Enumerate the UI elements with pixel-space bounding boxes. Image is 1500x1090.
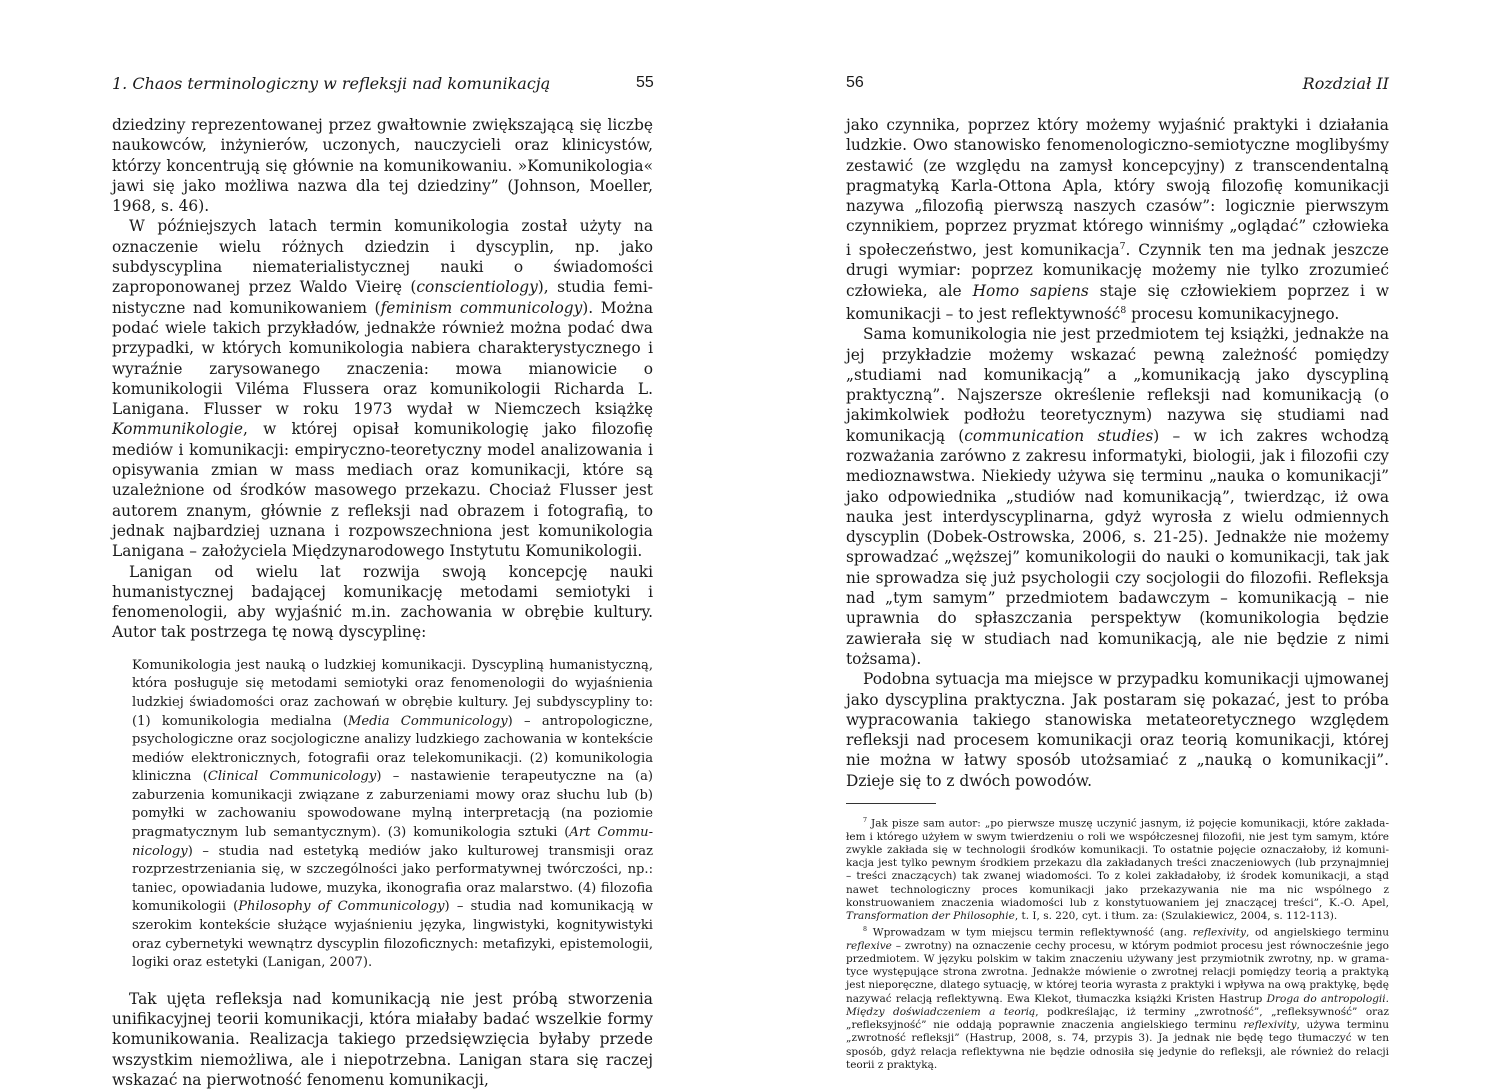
paragraph: Sama komunikologia nie jest przedmiotem tej książki, jednakże na jej przykładzie możemy wskazać pewną zależność pomiędzy „studiami nad komunikacją” a „komunikacją jako dyscypliną praktyczną”. Najszersze określenie refleksji nad komunikacją (o jakimkolwiek podłożu teoretycznym) nazywa się studiami nad komunikacją (communication studies) – w ich zakres wchodzą rozważania zarówno z zakresu informatyki, biologii, jak i filozofii czy medioznawstwa. Niekiedy używa się terminu „nauka o komunikacji” jako odpowiednika „studiów nad komunikacją”, twierdząc, iż owa nauka jest interdyscyplinarna, gdyż wyrosła z wielu odmiennych dyscyplin (Dobek-Ostrowska, 2006, s. 21-25). Jednakże nie możemy sprowadzać „węższej” komunikologii do nauki o komunikacji, tak jak nie sprowadza się już psychologii czy socjologii do filozofii. Refleksja nad „tym samym” przedmiotem badawczym – komunikacją – nie uprawnia do spłaszczania perspektyw (komunikologia będzie zawierała się w studiach nad komunikacją, ale nie będzie z nimi tożsama). [846,325,1389,668]
paragraph: Lanigan od wielu lat rozwija swoją koncepcję nauki humanistycznej badającej komunikację metodami semiotyki i fenomenologii, aby wyjaśnić m.in. zachowania w obrębie kultury. Autor tak postrzega tę nową dyscyplinę: [112,562,653,642]
footnote-ref[interactable]: 7 [1119,240,1126,252]
right-page [750,0,1500,1071]
right-body [846,115,1389,1072]
page-number-right: 56 [846,74,864,91]
footnote-ref[interactable]: 8 [1120,304,1127,316]
left-page [0,0,750,1089]
left-body [112,115,653,1090]
page-number-left: 55 [636,74,654,91]
running-head-left: 1. Chaos terminologiczny w refleksji nad komunikacją [112,74,551,93]
paragraph: Tak ujęta refleksja nad komunikacją nie jest próbą stworzenia unifikacyjnej teorii komunikacji, która miałaby badać wszelkie formy komunikowania. Realizacja takiego przedsięwzięcia byłaby przede wszystkim niemożliwa, ale i niepotrzebna. Lanigan stara się raczej wskazać na pierwotność fenomenu komunikacji, [112,989,653,1089]
block-quote: Komunikologia jest nauką o ludzkiej komunikacji. Dyscypliną humanistyczną, która posługuje się metodami semiotyki oraz fenomenologii do wyjaśnienia ludzkiej świadomości oraz zachowań w obrębie kultury. Jej subdyscypliny to: (1) komunikologia medialna (Media Communicology) – antropologiczne, psychologiczne oraz socjologiczne analizy ludzkiego zachowania w kontekście mediów elektronicznych, fotografii oraz telekomunikacji. (2) komunikologia kliniczna (Clinical Communicology) – nastawienie terapeutyczne na (a) zaburzenia komunikacji związane z zaburzeniami mowy oraz słuchu lub (b) pomyłki w zachowaniu spowodowane mylną interpretacją (na poziomie pragmatycznym lub semantycznym). (3) komunikologia sztuki (Art Communicology) – studia nad estetyką mediów jako kulturowej transmisji oraz rozprzestrzeniania się, w szczególności jako performatywnej twórczości, np.: taniec, opowiadania ludowe, muzyka, ikonografia oraz malarstwo. (4) filozofia komunikologii (Philosophy of Communicology) – studia nad komunikacją w szerokim kontekście służące wyjaśnieniu języka, lingwistyki, kognitywistyki oraz cybernetyki wewnątrz dyscyplin filozoficznych: metafizyki, epistemologii, logiki oraz estetyki (Lanigan, 2007). [132,657,653,971]
running-head-right: Rozdział II [1302,74,1389,93]
paragraph: W późniejszych latach termin komunikologia został użyty na oznaczenie wielu różnych dziedzin i dyscyplin, np. jako subdyscyplina niematerialistycznej nauki o świadomości zaproponowanej przez Waldo Vieirę (conscientiology), studia feministyczne nad komunikowaniem (feminism communicology). Można podać wiele takich przykładów, jednakże również można podać dwa przypadki, w których komunikologia nabiera charakterystycznego i wyraźnie zarysowanego znaczenia: mowa mianowicie o komunikologii Viléma Flussera oraz komunikologii Richarda L. Lanigana. Flusser w roku 1973 wydał w Niemczech książkę Kommunikologie, w której opisał komunikologię jako filozofię mediów i komunikacji: empiryczno-teoretyczny model analizowania i opisywania zmian w mass mediach oraz komunikacji, które są uzależnione od środków masowego przekazu. Chociaż Flusser jest autorem znanym, głównie z refleksji nad obrazem i fotografią, to jednak najbardziej uznana i rozpowszechniona jest komunikologia Lanigana – założyciela Międzynarodowego Instytutu Komunikologii. [112,217,653,561]
footnote-separator [846,803,936,804]
paragraph: dziedziny reprezentowanej przez gwałtownie zwiększającą się liczbę naukowców, inżynierów, uczonych, nauczycieli oraz klinicystów, którzy koncentrują się głównie na komunikowaniu. »Komunikologia« jawi się jako możliwa nazwa dla tej dziedziny” (Johnson, Moeller, 1968, s. 46). [112,116,653,216]
footnote-7: $^7$ Jak pisze sam autor: „po pierwsze muszę uczynić jasnym, iż pojęcie komunikacji, które zakładałem i którego użyłem w swym twierdzeniu o roli we współczesnej filozofii, nie jest tym samym, które zwykle zakłada się w technologii środków komunikacji. To ostatnie pojęcie oznaczałoby, iż komunikacja jest tylko pewnym środkiem przekazu dla zakładanych treści znaczeniowych (lub przynajmniej – treści znaczących) tak zwanej wiadomości. To z kolei zakładałoby, iż środek komunikacji, a stąd nawet technologiczny proces komunikacji jako przekazywania nie ma nic wspólnego z konstruowaniem znaczenia wiadomości lub z konstytuowaniem jej znaczącej treści”, K.-O. Apel, Transformation der Philosophie, t. I, s. 220, cyt. i tłum. za: (Szulakiewicz, 2004, s. 112-113). [846,817,1390,922]
paragraph: Podobna sytuacja ma miejsce w przypadku komunikacji ujmowanej jako dyscyplina praktyczna. Jak postaram się pokazać, jest to próba wypracowania takiego stanowiska metateoretycznego względem refleksji nad procesem komunikacji oraz teorią komunikacji, której nie można w łatwy sposób utożsamiać z „nauką o komunikacji”. Dzieje się to z dwóch powodów. [846,670,1389,790]
footnote-8: $^8$ Wprowadzam w tym miejscu termin reflektywność (ang. reflexivity, od angielskiego terminu reflexive – zwrotny) na oznaczenie cechy procesu, w którym podmiot procesu jest równocześnie jego przedmiotem. W języku polskim w takim znaczeniu używany jest przymiotnik zwrotny, np. w gramatyce występujące strona zwrotna. Jednakże mówienie o zwrotnej relacji pomiędzy teorią a praktyką jest nieporęczne, dlatego sytuację, w której teoria wyrasta z praktyki i wpływa na ową praktykę, będę nazywać relacją reflektywną. Ewa Klekot, tłumaczka książki Kristen Hastrup Droga do antropologii. Między doświadczeniem a teorią, podkreślając, iż terminy „zwrotność”, „refleksywność” oraz „refleksyjność” nie oddają poprawnie znaczenia angielskiego terminu reflexivity, używa terminu „zwrotność refleksji” (Hastrup, 2008, s. 74, przypis 3). Ja jednak nie będę tego tłumaczyć w ten sposób, gdyż relacja reflektywna nie będzie odnosiła się jedynie do refleksji, ale również do relacji teorii z praktyką. [846,926,1389,1071]
paragraph: jako czynnika, poprzez który możemy wyjaśnić praktyki i działania ludzkie. Owo stanowisko fenomenologiczno-semiotyczne moglibyśmy zestawić (ze względu na zamysł koncepcyjny) z transcendentalną pragmatyką Karla-Ottona Apla, który swoją filozofię komunikacji nazywa „filozofią pierwszą naszych czasów”: logicznie pierwszym czynnikiem, poprzez pryzmat którego winniśmy „oglądać” człowieka i społeczeństwo, jest komunikacja$^7$. Czynnik ten ma jednak jeszcze drugi wymiar: poprzez komunikację możemy nie tylko zrozumieć człowieka, ale Homo sapiens staje się człowiekiem poprzez i w komunikacji – to jest reflektywność$^8$ procesu komunikacyjnego. [846,116,1390,323]
